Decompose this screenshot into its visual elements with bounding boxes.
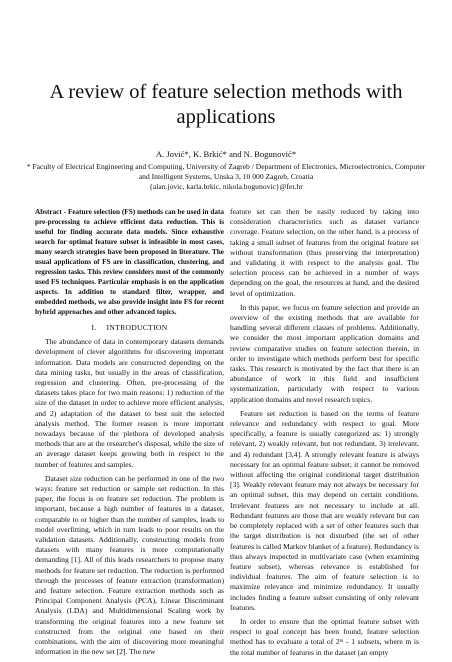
intro-paragraph-4: Feature set reduction is based on the terms of feature relevance and redundancy with respect to goal. More specifically, a feature is usually categorized as: 1) strongly relevant, 2) weakly relevant, but not redundant, 3) irrelevant, and 4) redundant [3,4]. A strongly relevant feature is always necessary for an optimal feature subset; it cannot be removed without affecting the original conditional target distribution [3]. Weakly relevant feature may not always be necessary for an optimal subset, this may depend on certain conditions. Irrelevant features are not necessary to include at all. Redundant features are those that are weakly relevant but can be completely replaced with a set of other features such that the target distribution is not disturbed (the set of other features is called Markov blanket of a feature). Redundancy is thus always inspected in multivariate case (when examining feature subset), whereas relevance is established for individual features. The aim of feature selection is to maximize relevance and minimize redundancy. It usually includes finding a feature subset consisting of only relevant features.: [230, 408, 419, 612]
intro-paragraph-2-continued: feature set can then be easily reduced by taking into consideration characteristics such as dataset variance coverage. Feature selection, on the other hand, is a process of taking a small subset of features from the original feature set without transformation (thus preserving the interpretation) and validating it with respect to the analysis goal. The selection process can be achieved in a number of ways depending on the goal, the resources at hand, and the desired level of optimization.: [230, 207, 419, 298]
paper-title: A review of feature selection methods with applications: [49, 81, 403, 128]
intro-paragraph-2: Dataset size reduction can be performed in one of the two ways: feature set reduction or sample set reduction. In this paper, the focus is on feature set reduction. The problem is important, because a high number of features in a dataset, comparable to or higher than the number of samples, leads to model overfitting, which in turn leads to poor results on the validation datasets. Additionally, constructing models from datasets with many features is more computationally demanding [1]. All of this leads researchers to propose many methods for feature set reduction. The reduction is performed through the processes of feature extraction (transformation) and feature selection. Feature extraction methods such as Principal Component Analysis (PCA), Linear Discriminant Analysis (LDA) and Multidimensional Scaling work by transforming the original features into a new feature set constructed from the original one based on their combinations, with the aim of discovering more meaningful information in the new set [2]. The new: [35, 473, 224, 657]
affiliation-emails: {alan.jovic, karla.brkic, nikola.bogunovic}@fer.hr: [149, 182, 303, 191]
affiliation-institution: * Faculty of Electrical Engineering and Computing, University of Zagreb / Department of Electronics, Microelectronics, Computer and Intelligent Systems, Unska 3, 10 000 Zagreb, Croatia: [26, 162, 426, 181]
intro-paragraph-3: In this paper, we focus on feature selection and provide an overview of the existing methods that are available for handling several different classes of problems. Additionally, we consider the most important application domains and review comparative studies on feature selection therein, in order to investigate which methods perform best for specific tasks. This research is motivated by the fact that there is an abundance of work in this field and insufficient systematization, particularly with respect to various application domains and novel research topics.: [230, 302, 419, 404]
section-heading-introduction: [35, 323, 224, 333]
intro-paragraph-1: The abundance of data in contemporary datasets demands development of clever algorithms for discovering important information. Data models are constructed depending on the data mining tasks, but usually in the areas of classification, regression and clustering. Often, pre-processing of the datasets takes place for two main reasons: 1) reduction of the size of the dataset in order to achieve more efficient analysis, and 2) adaptation of the dataset to best suit the selected analysis method. The former reason is more important nowadays because of the plethora of developed analysis methods that are at the researcher's disposal, while the size of an average dataset keeps growing both in respect to the number of features and samples.: [35, 337, 224, 469]
section-title: INTRODUCTION: [106, 323, 168, 332]
left-column: [35, 207, 224, 662]
right-column: [230, 207, 419, 662]
abstract: Abstract - Feature selection (FS) methods can be used in data pre-processing to achieve efficient data reduction. This is useful for finding accurate data models. Since exhaustive search for optimal feature subset is infeasible in most cases, many search strategies have been proposed in literature. The usual applications of FS are in classification, clustering, and regression tasks. This review considers most of the commonly used FS techniques. Particular emphasis is on the application aspects. In addition to standard filter, wrapper, and embedded methods, we also provide insight into FS for recent hybrid approaches and other advanced topics.: [35, 208, 224, 316]
affiliation: [24, 162, 428, 192]
author-list: A. Jović*, K. Brkić* and N. Bogunović*: [155, 149, 297, 159]
intro-paragraph-5: In order to ensure that the optimal feature subset with respect to goal concept has been found, feature selection method has to evaluate a total of 2ᵐ - 1 subsets, where m is the total number of features in the dataset (an empty: [230, 616, 419, 657]
section-number: I.: [91, 323, 97, 332]
